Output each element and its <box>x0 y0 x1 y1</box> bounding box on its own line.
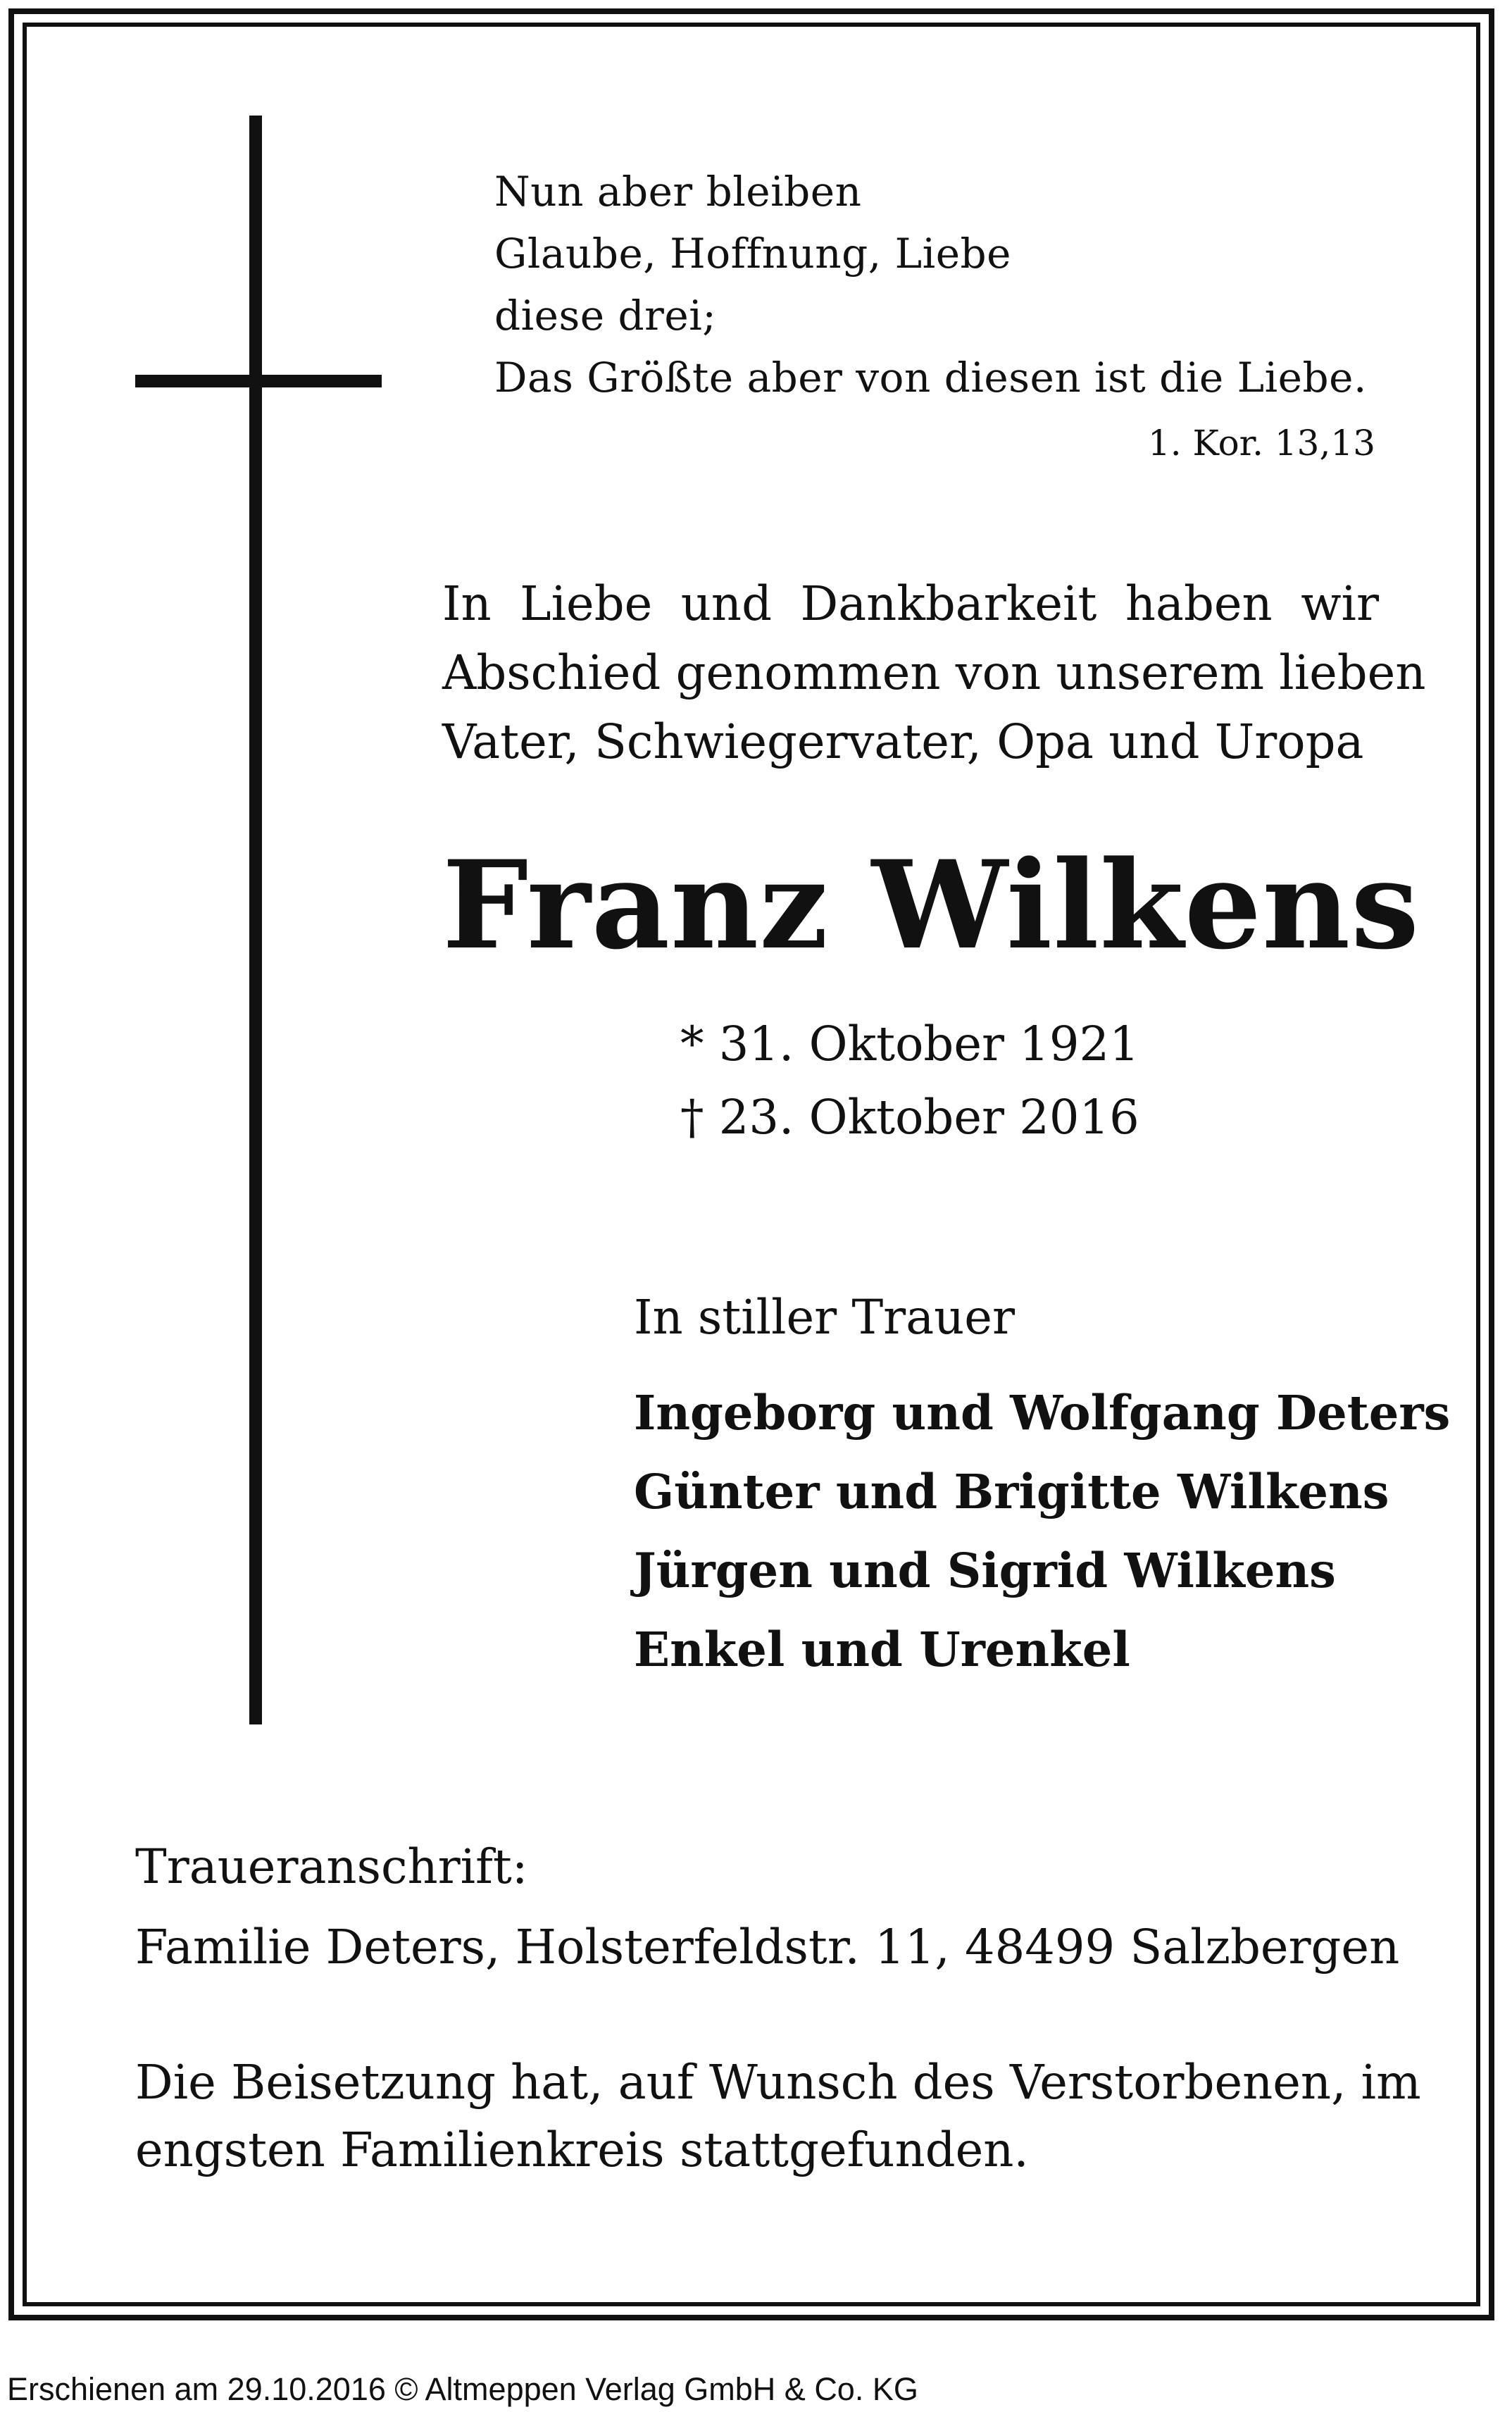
verse-line: diese drei; <box>494 292 717 340</box>
intro-line: In Liebe und Dankbarkeit haben wir <box>442 576 1379 631</box>
life-dates <box>680 1007 1139 1154</box>
intro-line: Abschied genommen von unserem lieben <box>442 645 1426 700</box>
mourner-name: Jürgen und Sigrid Wilkens <box>634 1543 1336 1598</box>
birth-date: * 31. Oktober 1921 <box>680 1017 1139 1071</box>
burial-notice <box>135 2049 1421 2184</box>
intro-text <box>442 569 1426 776</box>
cross-icon-crossbar <box>135 375 382 387</box>
publication-footer: Erschienen am 29.10.2016 © Altmeppen Verlag GmbH & Co. KG <box>7 2371 918 2407</box>
mourner-name: Ingeborg und Wolfgang Deters <box>634 1385 1451 1441</box>
mourners-list <box>634 1374 1450 1689</box>
mourner-name: Enkel und Urenkel <box>634 1622 1130 1677</box>
burial-line: Die Beisetzung hat, auf Wunsch des Verstorbenen, im <box>135 2055 1421 2110</box>
death-date: † 23. Oktober 2016 <box>680 1090 1139 1145</box>
intro-line: Vater, Schwiegervater, Opa und Uropa <box>442 714 1364 769</box>
address-label: Traueranschrift: <box>135 1839 528 1894</box>
bible-verse <box>494 161 1382 409</box>
verse-reference: 1. Kor. 13,13 <box>1147 423 1375 464</box>
mourner-name: Günter und Brigitte Wilkens <box>634 1464 1389 1519</box>
mourning-heading: In stiller Trauer <box>634 1290 1015 1345</box>
deceased-name: Franz Wilkens <box>442 833 1420 976</box>
cross-icon <box>249 116 262 1724</box>
mourning-address: Familie Deters, Holsterfeldstr. 11, 48499 Salzbergen <box>135 1920 1400 1975</box>
verse-line: Das Größte aber von diesen ist die Liebe. <box>494 354 1367 402</box>
verse-line: Glaube, Hoffnung, Liebe <box>494 230 1011 278</box>
verse-line: Nun aber bleiben <box>494 168 862 216</box>
burial-line: engsten Familienkreis stattgefunden. <box>135 2122 1029 2177</box>
